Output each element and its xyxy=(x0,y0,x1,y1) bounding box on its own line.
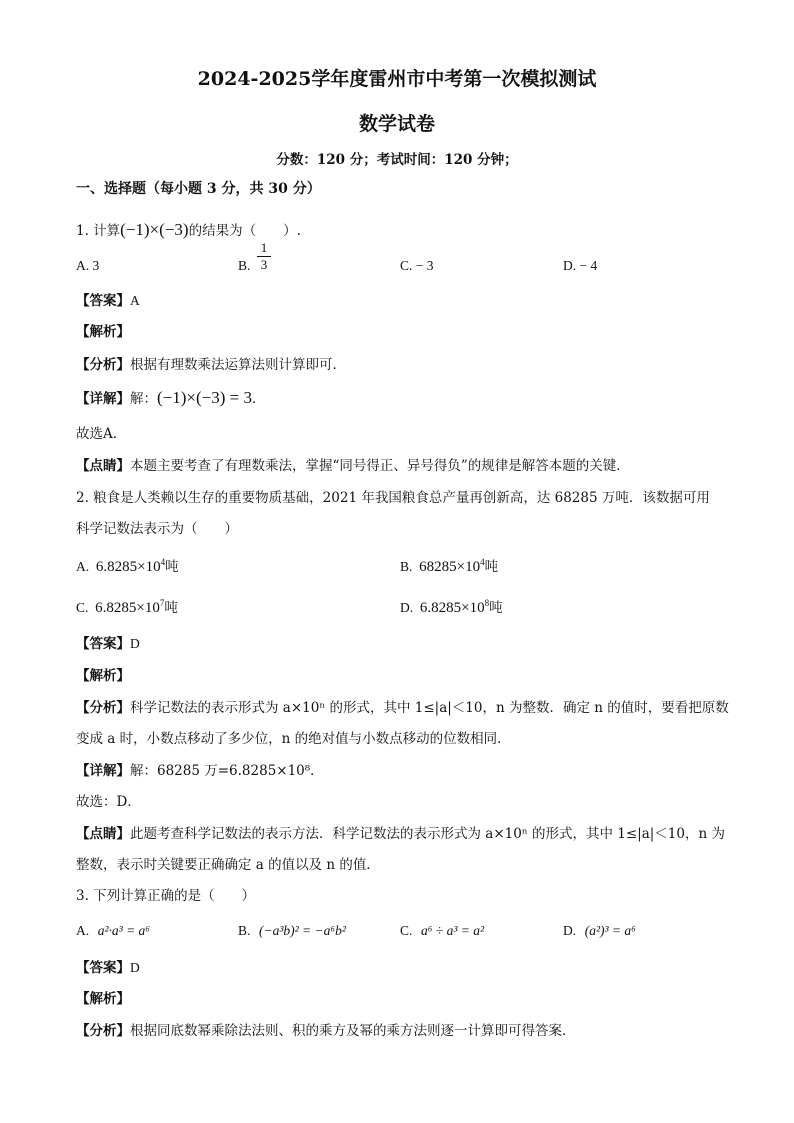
q3-option-c-expr: a⁶ ÷ a³ = a² xyxy=(420,923,485,938)
q3-option-d xyxy=(563,921,636,941)
q2-option-a-exponent: 4 xyxy=(160,557,166,567)
q2-option-b-value: 68285×10 xyxy=(419,559,481,575)
q1-comment-text: 本题主要考查了有理数乘法，掌握“同号得正、异号得负”的规律是解答本题的关键． xyxy=(130,458,630,474)
q1-stem xyxy=(76,220,301,241)
q1-choose: 故选A． xyxy=(76,426,127,442)
q1-detail-expression: (−1)×(−3) = 3 xyxy=(157,388,252,407)
q2-option-b-label: B. xyxy=(400,559,413,574)
q1-expression: (−1)×(−3) xyxy=(120,220,189,239)
q2-option-a-value: 6.8285×10 xyxy=(95,559,161,575)
q1-analysis-label: 【解析】 xyxy=(76,324,130,340)
q3-analysis-label: 【解析】 xyxy=(76,991,130,1007)
q3-option-b-label: B. xyxy=(238,923,251,938)
fenxi-label: 【分析】 xyxy=(76,700,130,716)
q2-option-c-value: 6.8285×10 xyxy=(95,600,160,616)
q1-detail-end: ． xyxy=(252,391,266,407)
q2-option-c xyxy=(76,598,178,618)
q2-detail xyxy=(76,761,324,781)
q2-option-a xyxy=(76,557,179,577)
q2-option-d-label: D. xyxy=(400,600,414,615)
q1-option-c: C. − 3 xyxy=(400,258,434,273)
q2-option-c-label: C. xyxy=(76,600,89,615)
q3-answer xyxy=(76,958,140,978)
q2-answer-value: D xyxy=(130,636,140,651)
exam-info: 分数：120 分；考试时间：120 分钟； xyxy=(276,152,518,168)
q3-option-d-expr: (a²)³ = a⁶ xyxy=(584,923,636,938)
q3-stem: 3. 下列计算正确的是（ ） xyxy=(76,888,256,904)
q1-comment xyxy=(76,456,630,476)
q2-analysis-label: 【解析】 xyxy=(76,668,130,684)
q1-number: 1. 计算 xyxy=(76,223,121,239)
q3-option-a-expr: a²·a³ = a⁶ xyxy=(97,923,150,938)
q2-option-c-exponent: 7 xyxy=(159,598,165,608)
q3-option-d-label: D. xyxy=(563,923,577,938)
q2-fenxi xyxy=(76,698,729,718)
exam-title: 2024-2025学年度雷州市中考第一次模拟测试 xyxy=(197,68,597,90)
fenxi-label: 【分析】 xyxy=(76,1023,130,1039)
q3-fenxi-text: 根据同底数幂乘除法法则、积的乘方及幂的乘方法则逐一计算即可得答案． xyxy=(130,1023,576,1039)
q1-fenxi xyxy=(76,355,346,375)
q2-comment-text-1: 此题考查科学记数法的表示方法．科学记数法的表示形式为 a×10ⁿ 的形式，其中 1≤|a|＜10，n 为 xyxy=(130,826,725,842)
exam-subtitle: 数学试卷 xyxy=(358,113,435,135)
q3-answer-value: D xyxy=(130,960,140,975)
q3-option-c-label: C. xyxy=(400,923,413,938)
q2-stem-line1: 2. 粮食是人类赖以生存的重要物质基础，2021 年我国粮食总产量再创新高，达 68285 万吨．该数据可用 xyxy=(76,490,710,506)
q2-option-c-unit: 吨 xyxy=(164,600,178,615)
q1-detail xyxy=(76,388,266,409)
q1-detail-prefix: 解： xyxy=(130,391,157,407)
q2-fenxi-text-1: 科学记数法的表示形式为 a×10ⁿ 的形式，其中 1≤|a|＜10，n 为整数．确定 n 的值时，要看把原数 xyxy=(130,700,729,716)
q2-option-d-exponent: 8 xyxy=(484,598,490,608)
q2-option-b-unit: 吨 xyxy=(484,559,499,574)
q3-option-a-label: A. xyxy=(76,923,90,938)
q2-option-a-unit: 吨 xyxy=(165,559,179,574)
q1-answer-value: A xyxy=(130,293,140,308)
q1-option-d: D. − 4 xyxy=(563,258,598,273)
answer-label: 【答案】 xyxy=(76,636,130,652)
q1-fenxi-text: 根据有理数乘法运算法则计算即可． xyxy=(130,357,346,373)
q3-fenxi xyxy=(76,1021,576,1041)
q2-option-b-exponent: 4 xyxy=(480,557,485,567)
q1-stem-tail: 的结果为（ ）. xyxy=(188,223,301,239)
answer-label: 【答案】 xyxy=(76,293,130,309)
q2-option-b xyxy=(400,557,498,577)
q3-option-b-expr: (−a³b)² = −a⁶b² xyxy=(258,923,346,938)
q2-option-d-value: 6.8285×10 xyxy=(419,600,485,616)
fenxi-label: 【分析】 xyxy=(76,357,130,373)
q1-option-b-fraction xyxy=(257,241,271,272)
q3-option-c xyxy=(400,921,484,941)
q3-option-a xyxy=(76,921,150,941)
comment-label: 【点睛】 xyxy=(76,826,130,842)
q2-comment-line2: 整数，表示时关键要正确确定 a 的值以及 n 的值． xyxy=(76,857,380,873)
q2-option-d-unit: 吨 xyxy=(489,600,503,615)
q2-comment xyxy=(76,824,725,844)
q2-choose: 故选：D． xyxy=(76,794,141,810)
detail-label: 【详解】 xyxy=(76,763,130,779)
q2-detail-text: 解：68285 万=6.8285×10⁸． xyxy=(130,763,324,779)
comment-label: 【点睛】 xyxy=(76,458,130,474)
answer-label: 【答案】 xyxy=(76,960,130,976)
q2-fenxi-line2: 变成 a 时，小数点移动了多少位，n 的绝对值与小数点移动的位数相同． xyxy=(76,731,511,747)
section-heading: 一、选择题（每小题 3 分，共 30 分） xyxy=(76,181,321,197)
q1-option-b-numerator: 1 xyxy=(260,240,268,255)
q1-answer xyxy=(76,291,140,311)
q2-option-d xyxy=(400,598,503,618)
detail-label: 【详解】 xyxy=(76,391,130,407)
q2-option-a-label: A. xyxy=(76,559,90,574)
q3-option-b xyxy=(238,921,346,941)
q2-stem-line2: 科学记数法表示为（ ） xyxy=(76,521,238,537)
q1-option-a: A. 3 xyxy=(76,258,100,273)
q1-option-b-denominator: 3 xyxy=(260,257,268,272)
q1-option-b-label: B. xyxy=(238,258,251,273)
q2-answer xyxy=(76,634,140,654)
